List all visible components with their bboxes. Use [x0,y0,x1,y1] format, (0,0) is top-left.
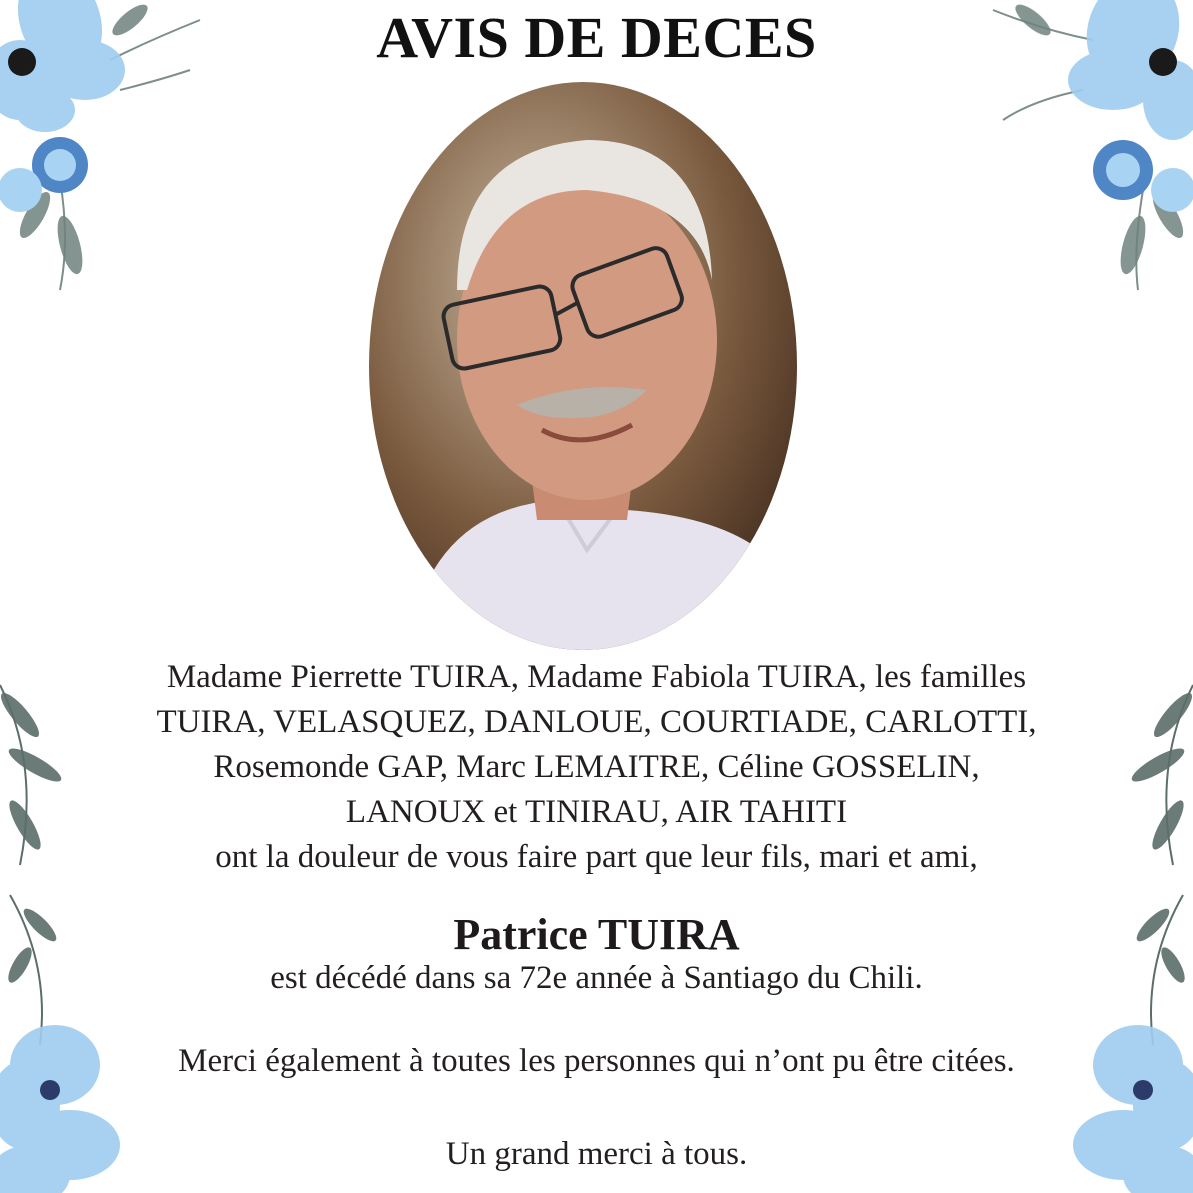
announcement-text [0,655,1193,880]
announcement-line: TUIRA, VELASQUEZ, DANLOUE, COURTIADE, CARLOTTI, [156,704,1037,740]
closing-line: Un grand merci à tous. [445,1136,748,1172]
portrait-photo [367,80,799,652]
page-title: AVIS DE DECES [376,5,817,70]
thanks-line: Merci également à toutes les personnes qui n’ont pu être citées. [178,1043,1015,1079]
announcement-line: Madame Pierrette TUIRA, Madame Fabiola TUIRA, les familles [166,659,1027,695]
announcement-line: Rosemonde GAP, Marc LEMAITRE, Céline GOSSELIN, [213,749,980,785]
announcement-line: LANOUX et TINIRAU, AIR TAHITI [345,794,848,830]
deceased-name: Patrice TUIRA [453,910,740,959]
announcement-line: ont la douleur de vous faire part que leur fils, mari et ami, [215,839,978,875]
death-line: est décédé dans sa 72e année à Santiago du Chili. [270,960,923,996]
